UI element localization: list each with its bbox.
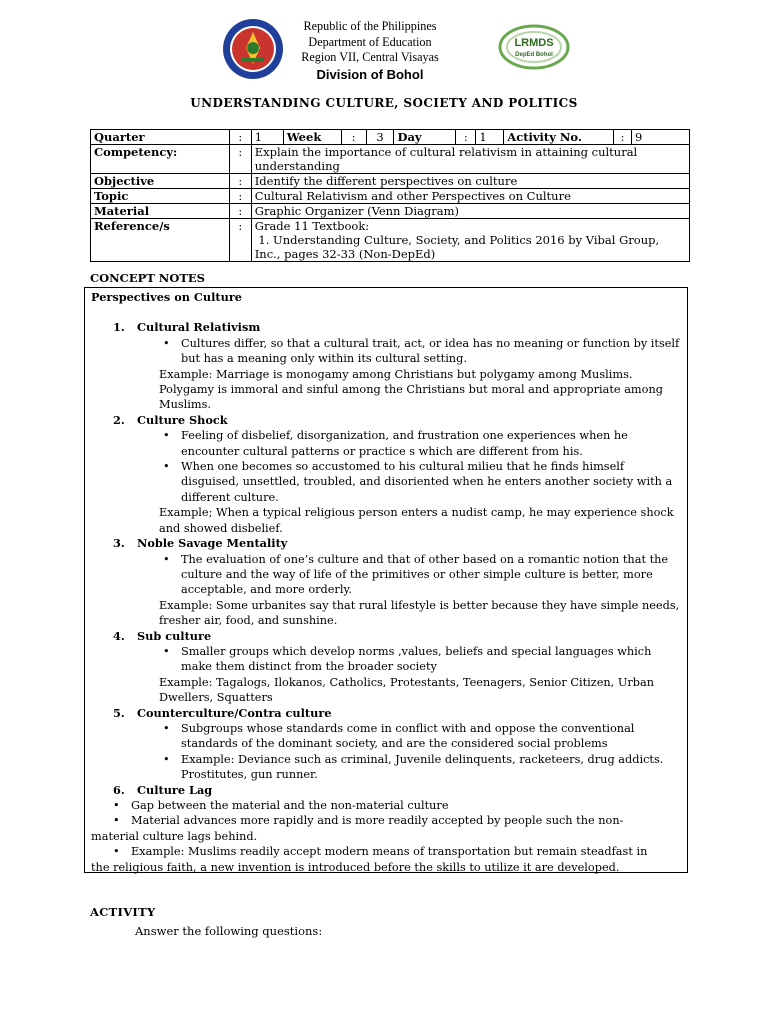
lrmds-logo-subtext: DepEd Bohol: [515, 52, 553, 58]
bullet-icon: •: [163, 460, 170, 474]
header-division: Division of Bohol: [316, 66, 424, 82]
header-line-region: Region VII, Central Visayas: [301, 50, 439, 64]
material-value: Graphic Organizer (Venn Diagram): [251, 204, 689, 219]
bullet-text: The evaluation of one’s culture and that of other based on a romantic notion that the culture and the way of life of the primitives or other simple culture is better, more acceptable, and more orderly.: [181, 552, 669, 597]
bullet-text-continued: material culture lags behind.: [91, 829, 258, 843]
colon: :: [229, 219, 251, 262]
activity-info-table: [90, 129, 690, 262]
list-item: [91, 752, 685, 783]
list-item: [91, 721, 685, 752]
colon: :: [229, 204, 251, 219]
concept-notes-box: [84, 287, 688, 873]
example-text: Example: Marriage is monogamy among Christians but polygamy among Muslims. Polygamy is immoral and sinful among the Christians but moral and appropriate among Muslims.: [159, 367, 663, 412]
colon: :: [341, 130, 366, 145]
competency-value: Explain the importance of cultural relativism in attaining cultural understanding: [251, 145, 689, 174]
lrmds-logo-icon: [498, 24, 574, 70]
section-sub-culture: [91, 629, 685, 644]
section-title: Counterculture/Contra culture: [137, 705, 332, 720]
bullet-text: When one becomes so accustomed to his cultural milieu that he finds himself disguised, unsettled, troubled, and disoriented when he enters another society with a different culture.: [181, 460, 673, 504]
bullet-text: Gap between the material and the non-material culture: [131, 799, 449, 812]
section-cultural-relativism: [91, 320, 685, 335]
bullet-icon: •: [113, 814, 120, 828]
bullet-icon: •: [163, 721, 170, 735]
week-value: 3: [366, 130, 394, 145]
bullet-text: Cultures differ, so that a cultural trait, act, or idea has no meaning or function by itself but has a meaning only within its cultural setting.: [181, 336, 680, 366]
notes-heading: Perspectives on Culture: [91, 290, 242, 304]
section-title: Noble Savage Mentality: [137, 536, 288, 551]
bullet-icon: •: [163, 429, 170, 443]
lrmds-logo-text: LRMDS: [514, 37, 554, 49]
info-row-competency: [91, 145, 690, 174]
list-item: [91, 813, 685, 844]
bullet-text: Example: Deviance such as criminal, Juvenile delinquents, racketeers, drug addicts. Prostitutes, gun runner.: [181, 752, 664, 782]
section-title: Cultural Relativism: [137, 320, 261, 335]
example-text: Example: Some urbanites say that rural lifestyle is better because they have simple needs, fresher air, food, and sunshine.: [159, 598, 680, 628]
bullet-text: Example: Muslims readily accept modern means of transportation but remain steadfast in: [131, 845, 648, 859]
example-text: Example: Tagalogs, Ilokanos, Catholics, Protestants, Teenagers, Senior Citizen, Urban Dwellers, Squatters: [159, 675, 655, 705]
activity-no-label: Activity No.: [504, 130, 614, 145]
bullet-text-continued: the religious faith, a new invention is introduced before the skills to utilize it are developed.: [91, 860, 620, 874]
section-culture-shock: [91, 413, 685, 428]
topic-label: Topic: [91, 189, 230, 204]
bullet-icon: •: [163, 752, 170, 766]
colon: :: [229, 174, 251, 189]
section-title: Culture Lag: [137, 782, 213, 797]
section-number: 1.: [113, 320, 125, 335]
section-number: 6.: [113, 782, 125, 797]
reference-line-1: Grade 11 Textbook:: [254, 219, 370, 233]
list-item: [91, 644, 685, 675]
document-title: UNDERSTANDING CULTURE, SOCIETY AND POLITICS: [190, 96, 578, 110]
reference-line-2: 1. Understanding Culture, Society, and Politics 2016 by Vibal Group, Inc., pages 32-33 (Non-DepEd): [254, 233, 663, 261]
activity-no-value: 9: [632, 130, 690, 145]
day-label: Day: [394, 130, 456, 145]
info-row-objective: [91, 174, 690, 189]
bullet-icon: •: [113, 799, 120, 812]
reference-value: [251, 219, 689, 262]
section-title: Culture Shock: [137, 412, 228, 427]
list-item: [91, 459, 685, 505]
bullet-icon: •: [163, 552, 170, 566]
info-row-reference: [91, 219, 690, 262]
bullet-text: Material advances more rapidly and is more readily accepted by people such the non-: [131, 814, 624, 828]
section-noble-savage-mentality: [91, 536, 685, 551]
section-counterculture: [91, 706, 685, 721]
bullet-icon: •: [163, 644, 170, 658]
section-number: 2.: [113, 412, 125, 427]
activity-heading: ACTIVITY: [90, 905, 156, 919]
colon: :: [456, 130, 476, 145]
list-item: [91, 428, 685, 459]
colon: :: [229, 189, 251, 204]
topic-value: Cultural Relativism and other Perspectives on Culture: [251, 189, 689, 204]
week-label: Week: [283, 130, 341, 145]
activity-instruction: Answer the following questions:: [135, 924, 323, 938]
list-item: [91, 844, 685, 875]
bullet-icon: •: [113, 845, 120, 859]
section-number: 3.: [113, 536, 125, 551]
colon: :: [229, 130, 251, 145]
day-value: 1: [476, 130, 504, 145]
quarter-label: Quarter: [91, 130, 230, 145]
competency-label: Competency:: [91, 145, 230, 174]
list-item: [91, 798, 685, 813]
colon: :: [614, 130, 632, 145]
section-culture-lag: [91, 783, 685, 798]
section-title: Sub culture: [137, 628, 212, 643]
info-row-quarter: [91, 130, 690, 145]
reference-label: Reference/s: [91, 219, 230, 262]
quarter-value: 1: [251, 130, 283, 145]
section-number: 4.: [113, 628, 125, 643]
material-label: Material: [91, 204, 230, 219]
bullet-text: Smaller groups which develop norms ,values, beliefs and special languages which make them distinct from the broader society: [181, 644, 652, 674]
objective-label: Objective: [91, 174, 230, 189]
objective-value: Identify the different perspectives on culture: [251, 174, 689, 189]
section-number: 5.: [113, 705, 125, 720]
list-item: [91, 552, 685, 598]
bullet-text: Feeling of disbelief, disorganization, and frustration one experiences when he encounter cultural patterns or practice s which are different from his.: [181, 429, 628, 458]
bullet-icon: •: [163, 336, 170, 350]
concept-notes-heading: CONCEPT NOTES: [90, 271, 205, 285]
letterhead: [250, 19, 490, 83]
header-line-department: Department of Education: [308, 34, 432, 49]
bullet-text: Subgroups whose standards come in conflict with and oppose the conventional standards of the dominant society, and are the considered social problems: [181, 721, 635, 751]
header-line-republic: Republic of the Philippines: [303, 19, 437, 33]
info-row-topic: [91, 189, 690, 204]
colon: :: [229, 145, 251, 174]
example-text: Example; When a typical religious person enters a nudist camp, he may experience shock and showed disbelief.: [159, 506, 674, 535]
list-item: [91, 336, 685, 367]
info-row-material: [91, 204, 690, 219]
